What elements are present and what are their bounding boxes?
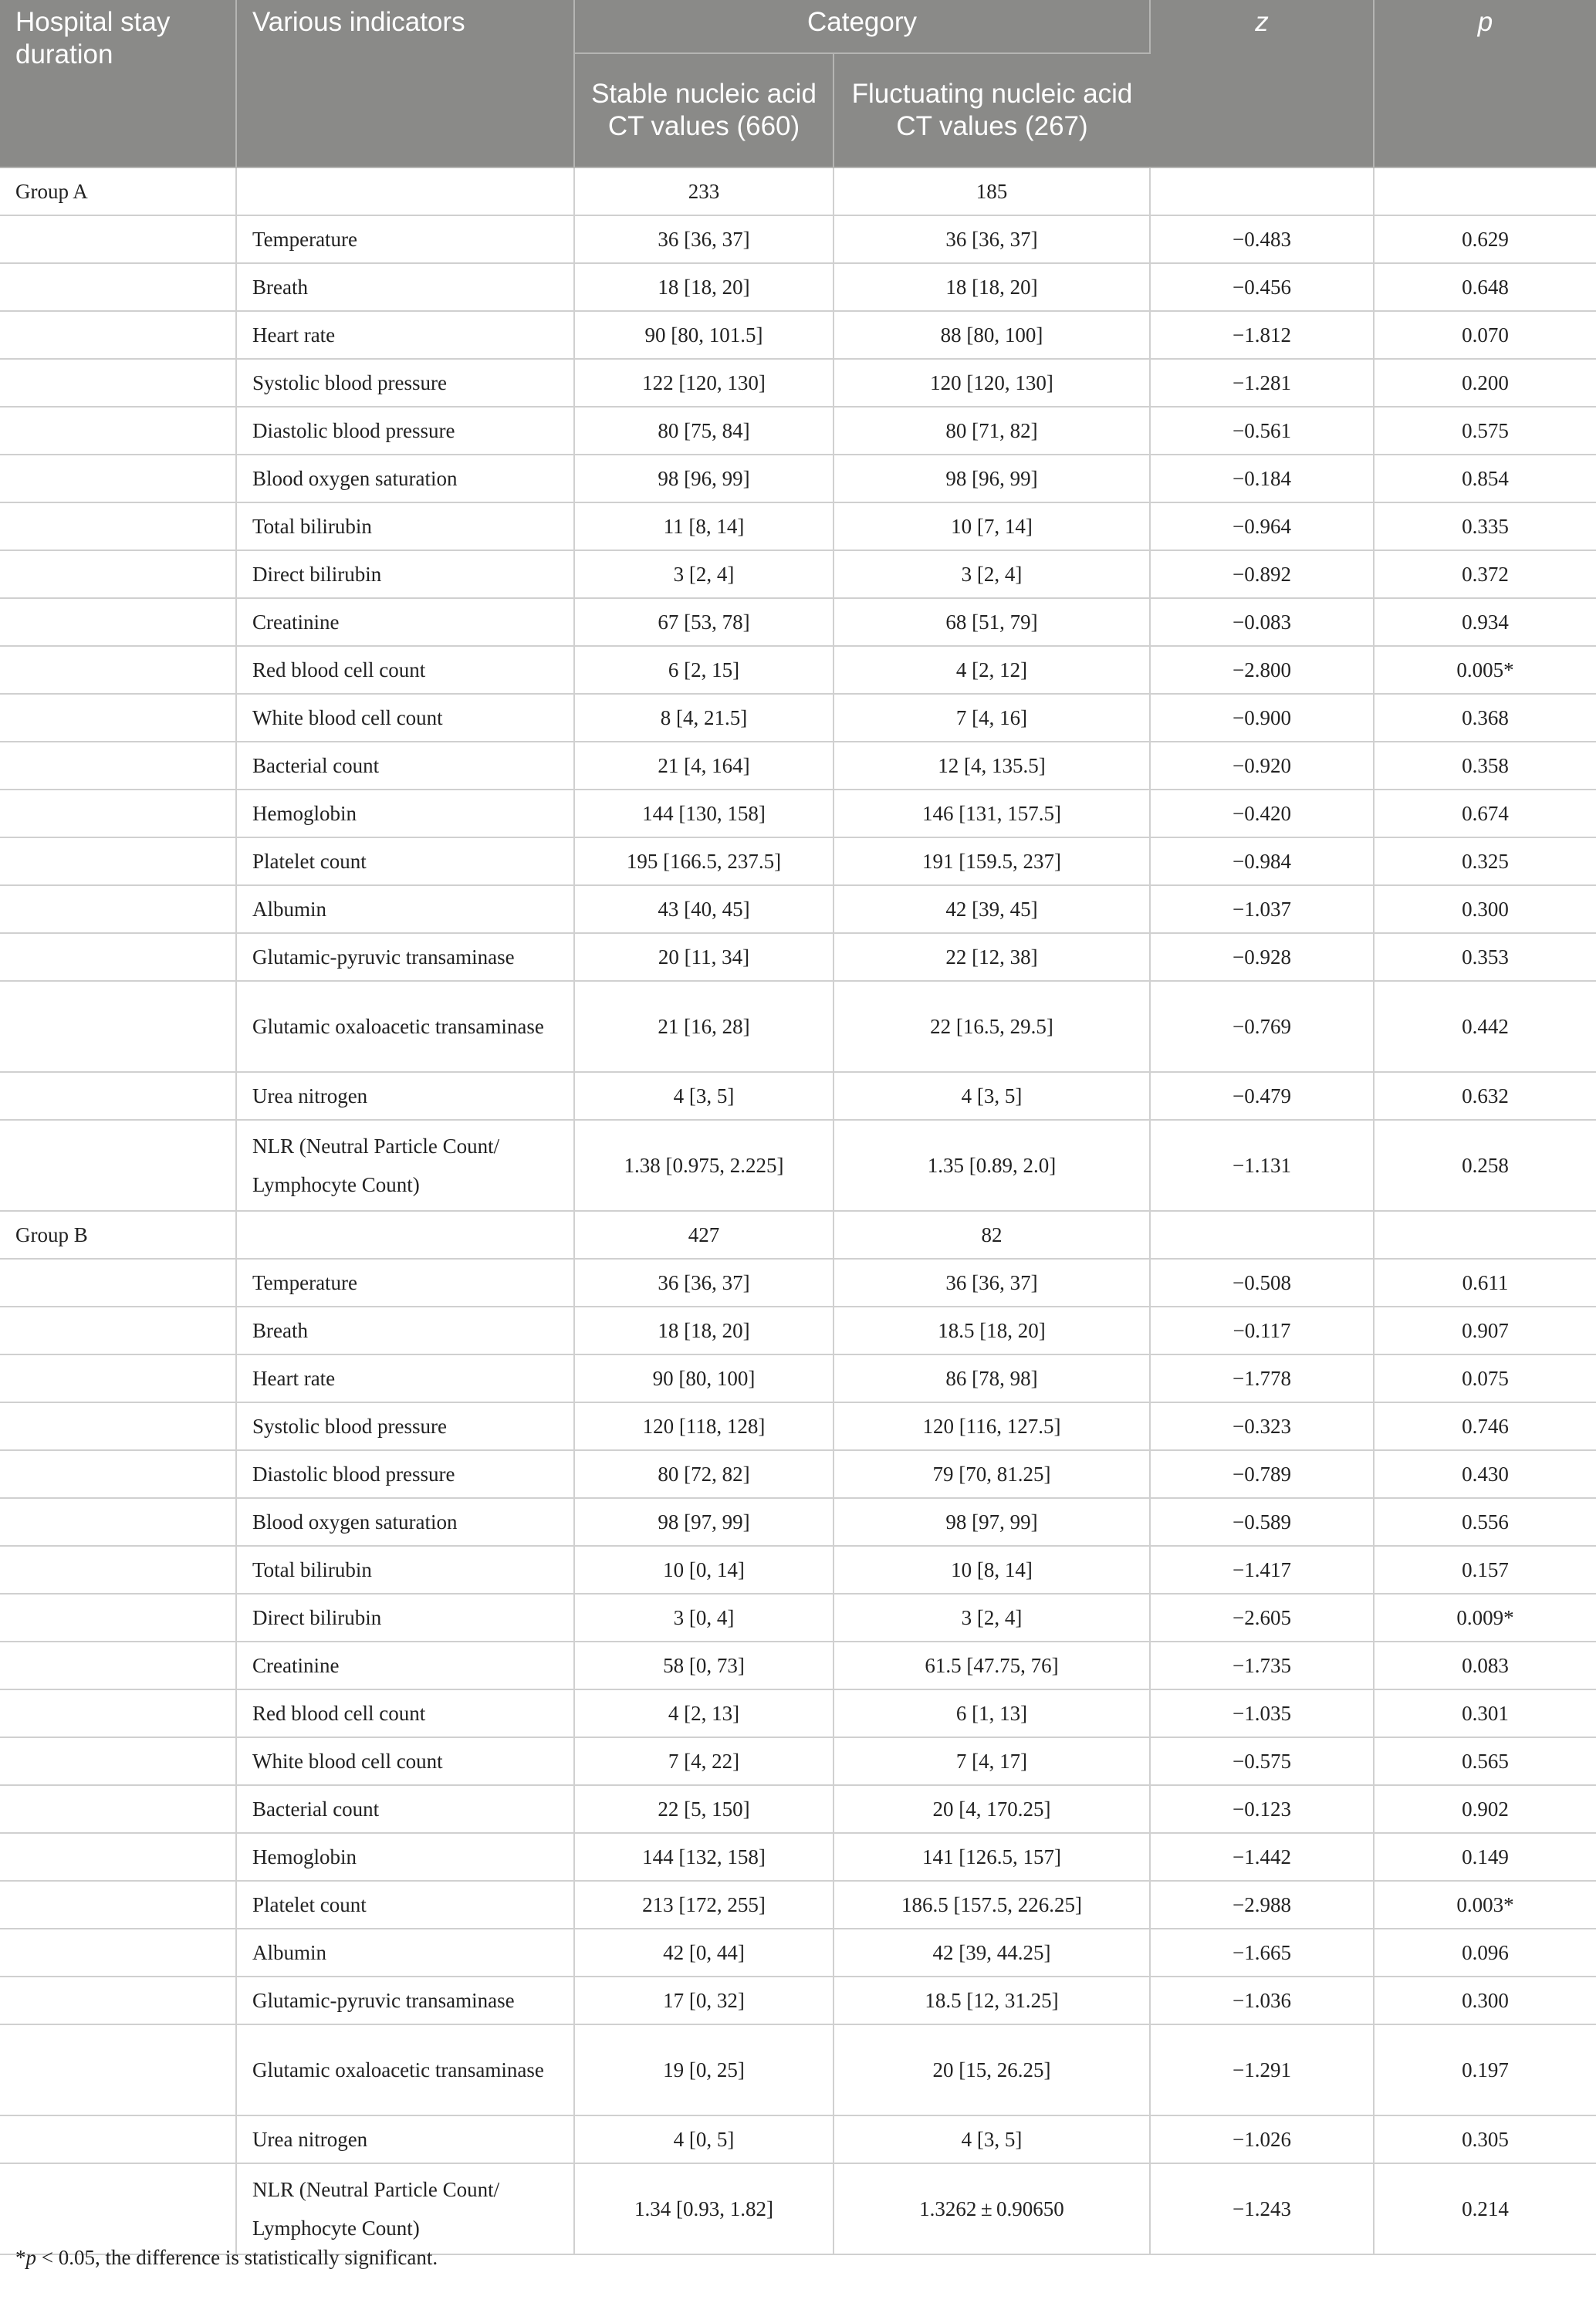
duration-empty xyxy=(0,1307,236,1354)
fluctuating-value: 10 [7, 14] xyxy=(834,502,1150,550)
p-value: 0.005* xyxy=(1374,646,1596,694)
stable-value: 17 [0, 32] xyxy=(574,1977,834,2024)
stable-value: 80 [75, 84] xyxy=(574,407,834,455)
duration-empty xyxy=(0,694,236,742)
p-value: 0.075 xyxy=(1374,1354,1596,1402)
indicator-name: Hemoglobin xyxy=(236,790,574,837)
stable-value: 3 [2, 4] xyxy=(574,550,834,598)
fluctuating-value: 86 [78, 98] xyxy=(834,1354,1150,1402)
table-row xyxy=(0,1737,1596,1785)
fluctuating-value: 20 [15, 26.25] xyxy=(834,2024,1150,2115)
duration-empty xyxy=(0,1546,236,1594)
indicator-name: Breath xyxy=(236,1307,574,1354)
fluctuating-value: 7 [4, 17] xyxy=(834,1737,1150,1785)
z-value: −1.243 xyxy=(1150,2163,1374,2254)
header-stable-ct: Stable nucleic acid CT values (660) xyxy=(574,53,834,167)
p-value: 0.907 xyxy=(1374,1307,1596,1354)
table-row xyxy=(0,790,1596,837)
p-value: 0.575 xyxy=(1374,407,1596,455)
fluctuating-value: 146 [131, 157.5] xyxy=(834,790,1150,837)
p-value: 0.335 xyxy=(1374,502,1596,550)
fluctuating-value: 4 [3, 5] xyxy=(834,2115,1150,2163)
table-row xyxy=(0,215,1596,263)
p-value: 0.368 xyxy=(1374,694,1596,742)
z-value: −0.561 xyxy=(1150,407,1374,455)
group-indicator-empty xyxy=(236,1211,574,1259)
indicator-name: Total bilirubin xyxy=(236,1546,574,1594)
z-value: −2.800 xyxy=(1150,646,1374,694)
p-value: 0.611 xyxy=(1374,1259,1596,1307)
p-value: 0.200 xyxy=(1374,359,1596,407)
indicator-name: Heart rate xyxy=(236,311,574,359)
indicator-name: NLR (Neutral Particle Count/ Lymphocyte Count) xyxy=(236,1120,574,1211)
p-value: 0.157 xyxy=(1374,1546,1596,1594)
indicator-name: Bacterial count xyxy=(236,1785,574,1833)
fluctuating-value: 4 [2, 12] xyxy=(834,646,1150,694)
header-z: z xyxy=(1150,0,1374,167)
duration-empty xyxy=(0,790,236,837)
table-row xyxy=(0,1642,1596,1689)
indicator-name: Heart rate xyxy=(236,1354,574,1402)
indicator-name: Red blood cell count xyxy=(236,646,574,694)
indicator-name: White blood cell count xyxy=(236,1737,574,1785)
group-fluctuating-count: 185 xyxy=(834,167,1150,215)
z-value: −0.789 xyxy=(1150,1450,1374,1498)
fluctuating-value: 18.5 [12, 31.25] xyxy=(834,1977,1150,2024)
group-row xyxy=(0,1211,1596,1259)
stable-value: 11 [8, 14] xyxy=(574,502,834,550)
fluctuating-value: 42 [39, 45] xyxy=(834,885,1150,933)
duration-empty xyxy=(0,981,236,1072)
p-value: 0.214 xyxy=(1374,2163,1596,2254)
table-row xyxy=(0,885,1596,933)
duration-empty xyxy=(0,455,236,502)
p-value: 0.632 xyxy=(1374,1072,1596,1120)
table-row xyxy=(0,646,1596,694)
table-row xyxy=(0,837,1596,885)
p-value: 0.197 xyxy=(1374,2024,1596,2115)
stable-value: 36 [36, 37] xyxy=(574,1259,834,1307)
z-value: −0.920 xyxy=(1150,742,1374,790)
stable-value: 98 [96, 99] xyxy=(574,455,834,502)
duration-empty xyxy=(0,1450,236,1498)
indicator-name: Breath xyxy=(236,263,574,311)
fluctuating-value: 20 [4, 170.25] xyxy=(834,1785,1150,1833)
duration-empty xyxy=(0,933,236,981)
z-value: −0.479 xyxy=(1150,1072,1374,1120)
duration-empty xyxy=(0,1402,236,1450)
group-stable-count: 233 xyxy=(574,167,834,215)
table-row xyxy=(0,359,1596,407)
p-value: 0.096 xyxy=(1374,1929,1596,1977)
indicator-name: Albumin xyxy=(236,885,574,933)
z-value: −0.984 xyxy=(1150,837,1374,885)
fluctuating-value: 120 [116, 127.5] xyxy=(834,1402,1150,1450)
duration-empty xyxy=(0,885,236,933)
table-row xyxy=(0,598,1596,646)
table-row xyxy=(0,1354,1596,1402)
z-value: −0.928 xyxy=(1150,933,1374,981)
table-row xyxy=(0,502,1596,550)
stable-value: 120 [118, 128] xyxy=(574,1402,834,1450)
duration-empty xyxy=(0,1354,236,1402)
fluctuating-value: 42 [39, 44.25] xyxy=(834,1929,1150,1977)
z-value: −1.735 xyxy=(1150,1642,1374,1689)
table-row xyxy=(0,2115,1596,2163)
stable-value: 213 [172, 255] xyxy=(574,1881,834,1929)
stable-value: 3 [0, 4] xyxy=(574,1594,834,1642)
p-value: 0.648 xyxy=(1374,263,1596,311)
fluctuating-value: 6 [1, 13] xyxy=(834,1689,1150,1737)
z-value: −1.291 xyxy=(1150,2024,1374,2115)
indicator-name: Platelet count xyxy=(236,837,574,885)
p-value: 0.083 xyxy=(1374,1642,1596,1689)
table-row xyxy=(0,1881,1596,1929)
fluctuating-value: 88 [80, 100] xyxy=(834,311,1150,359)
z-value: −0.184 xyxy=(1150,455,1374,502)
p-value: 0.358 xyxy=(1374,742,1596,790)
stable-value: 6 [2, 15] xyxy=(574,646,834,694)
duration-empty xyxy=(0,359,236,407)
table-row xyxy=(0,550,1596,598)
duration-empty xyxy=(0,2024,236,2115)
group-indicator-empty xyxy=(236,167,574,215)
indicator-name: Bacterial count xyxy=(236,742,574,790)
stable-value: 22 [5, 150] xyxy=(574,1785,834,1833)
indicator-name: Glutamic oxaloacetic transaminase xyxy=(236,981,574,1072)
p-value: 0.902 xyxy=(1374,1785,1596,1833)
header-fluctuating-ct: Fluctuating nucleic acid CT values (267) xyxy=(834,53,1150,167)
fluctuating-value: 68 [51, 79] xyxy=(834,598,1150,646)
stable-value: 21 [16, 28] xyxy=(574,981,834,1072)
z-value: −0.323 xyxy=(1150,1402,1374,1450)
p-value: 0.301 xyxy=(1374,1689,1596,1737)
fluctuating-value: 1.3262 ± 0.90650 xyxy=(834,2163,1150,2254)
fluctuating-value: 7 [4, 16] xyxy=(834,694,1150,742)
fluctuating-value: 3 [2, 4] xyxy=(834,1594,1150,1642)
indicator-name: Blood oxygen saturation xyxy=(236,455,574,502)
z-value: −0.508 xyxy=(1150,1259,1374,1307)
fluctuating-value: 18.5 [18, 20] xyxy=(834,1307,1150,1354)
group-stable-count: 427 xyxy=(574,1211,834,1259)
p-value: 0.746 xyxy=(1374,1402,1596,1450)
z-value: −0.769 xyxy=(1150,981,1374,1072)
table-row xyxy=(0,2163,1596,2254)
duration-empty xyxy=(0,1594,236,1642)
fluctuating-value: 22 [12, 38] xyxy=(834,933,1150,981)
fluctuating-value: 79 [70, 81.25] xyxy=(834,1450,1150,1498)
stable-value: 43 [40, 45] xyxy=(574,885,834,933)
p-value: 0.674 xyxy=(1374,790,1596,837)
p-value: 0.854 xyxy=(1374,455,1596,502)
duration-empty xyxy=(0,1120,236,1211)
header-category: Category xyxy=(574,0,1150,53)
stable-value: 67 [53, 78] xyxy=(574,598,834,646)
duration-empty xyxy=(0,1785,236,1833)
stable-value: 4 [3, 5] xyxy=(574,1072,834,1120)
z-value: −0.483 xyxy=(1150,215,1374,263)
stable-value: 36 [36, 37] xyxy=(574,215,834,263)
duration-empty xyxy=(0,1072,236,1120)
indicator-name: Diastolic blood pressure xyxy=(236,1450,574,1498)
duration-empty xyxy=(0,1737,236,1785)
stable-value: 98 [97, 99] xyxy=(574,1498,834,1546)
z-value: −0.123 xyxy=(1150,1785,1374,1833)
table-row xyxy=(0,1785,1596,1833)
fluctuating-value: 98 [97, 99] xyxy=(834,1498,1150,1546)
duration-empty xyxy=(0,311,236,359)
indicator-name: White blood cell count xyxy=(236,694,574,742)
z-value: −0.892 xyxy=(1150,550,1374,598)
duration-empty xyxy=(0,646,236,694)
fluctuating-value: 120 [120, 130] xyxy=(834,359,1150,407)
p-value: 0.934 xyxy=(1374,598,1596,646)
p-value: 0.565 xyxy=(1374,1737,1596,1785)
duration-empty xyxy=(0,598,236,646)
duration-empty xyxy=(0,550,236,598)
fluctuating-value: 10 [8, 14] xyxy=(834,1546,1150,1594)
table-row xyxy=(0,1498,1596,1546)
indicator-name: Glutamic-pyruvic transaminase xyxy=(236,933,574,981)
z-value: −0.964 xyxy=(1150,502,1374,550)
fluctuating-value: 98 [96, 99] xyxy=(834,455,1150,502)
fluctuating-value: 22 [16.5, 29.5] xyxy=(834,981,1150,1072)
indicator-name: Systolic blood pressure xyxy=(236,1402,574,1450)
stable-value: 144 [132, 158] xyxy=(574,1833,834,1881)
indicator-name: Glutamic oxaloacetic transaminase xyxy=(236,2024,574,2115)
table-row xyxy=(0,1977,1596,2024)
indicator-name: Glutamic-pyruvic transaminase xyxy=(236,1977,574,2024)
fluctuating-value: 12 [4, 135.5] xyxy=(834,742,1150,790)
table-row xyxy=(0,1833,1596,1881)
group-fluctuating-count: 82 xyxy=(834,1211,1150,1259)
z-value: −1.665 xyxy=(1150,1929,1374,1977)
table-row xyxy=(0,1120,1596,1211)
duration-empty xyxy=(0,407,236,455)
table-row xyxy=(0,407,1596,455)
stable-value: 20 [11, 34] xyxy=(574,933,834,981)
z-value: −1.417 xyxy=(1150,1546,1374,1594)
z-value: −1.812 xyxy=(1150,311,1374,359)
z-value: −0.420 xyxy=(1150,790,1374,837)
table-row xyxy=(0,981,1596,1072)
table-row xyxy=(0,1594,1596,1642)
table-row xyxy=(0,933,1596,981)
z-value: −1.035 xyxy=(1150,1689,1374,1737)
indicator-name: Temperature xyxy=(236,215,574,263)
stable-value: 4 [2, 13] xyxy=(574,1689,834,1737)
fluctuating-value: 191 [159.5, 237] xyxy=(834,837,1150,885)
z-value: −1.131 xyxy=(1150,1120,1374,1211)
p-value: 0.372 xyxy=(1374,550,1596,598)
duration-empty xyxy=(0,1689,236,1737)
footnote xyxy=(15,2246,438,2270)
indicator-name: Direct bilirubin xyxy=(236,1594,574,1642)
p-value: 0.629 xyxy=(1374,215,1596,263)
stable-value: 122 [120, 130] xyxy=(574,359,834,407)
group-row xyxy=(0,167,1596,215)
table-row xyxy=(0,1259,1596,1307)
stable-value: 8 [4, 21.5] xyxy=(574,694,834,742)
stable-value: 1.34 [0.93, 1.82] xyxy=(574,2163,834,2254)
duration-empty xyxy=(0,1977,236,2024)
group-label: Group A xyxy=(0,167,236,215)
table-row xyxy=(0,1689,1596,1737)
stable-value: 90 [80, 101.5] xyxy=(574,311,834,359)
p-value: 0.442 xyxy=(1374,981,1596,1072)
duration-empty xyxy=(0,2115,236,2163)
indicator-name: Urea nitrogen xyxy=(236,1072,574,1120)
stable-value: 19 [0, 25] xyxy=(574,2024,834,2115)
stable-value: 144 [130, 158] xyxy=(574,790,834,837)
indicator-name: Red blood cell count xyxy=(236,1689,574,1737)
p-value: 0.009* xyxy=(1374,1594,1596,1642)
duration-empty xyxy=(0,742,236,790)
indicator-name: Systolic blood pressure xyxy=(236,359,574,407)
stable-value: 1.38 [0.975, 2.225] xyxy=(574,1120,834,1211)
table-row xyxy=(0,694,1596,742)
stable-value: 10 [0, 14] xyxy=(574,1546,834,1594)
z-value: −0.456 xyxy=(1150,263,1374,311)
indicator-name: Urea nitrogen xyxy=(236,2115,574,2163)
indicator-name: Platelet count xyxy=(236,1881,574,1929)
p-value: 0.430 xyxy=(1374,1450,1596,1498)
indicator-name: Creatinine xyxy=(236,1642,574,1689)
duration-empty xyxy=(0,1498,236,1546)
table-row xyxy=(0,1072,1596,1120)
z-value: −1.036 xyxy=(1150,1977,1374,2024)
stable-value: 18 [18, 20] xyxy=(574,1307,834,1354)
fluctuating-value: 1.35 [0.89, 2.0] xyxy=(834,1120,1150,1211)
group-p-empty xyxy=(1374,1211,1596,1259)
indicator-name: Diastolic blood pressure xyxy=(236,407,574,455)
group-z-empty xyxy=(1150,167,1374,215)
stable-value: 195 [166.5, 237.5] xyxy=(574,837,834,885)
duration-empty xyxy=(0,2163,236,2254)
p-value: 0.556 xyxy=(1374,1498,1596,1546)
stable-value: 80 [72, 82] xyxy=(574,1450,834,1498)
fluctuating-value: 4 [3, 5] xyxy=(834,1072,1150,1120)
fluctuating-value: 36 [36, 37] xyxy=(834,1259,1150,1307)
table-row xyxy=(0,1929,1596,1977)
footnote-mark: * xyxy=(15,2246,26,2269)
duration-empty xyxy=(0,215,236,263)
z-value: −0.083 xyxy=(1150,598,1374,646)
fluctuating-value: 186.5 [157.5, 226.25] xyxy=(834,1881,1150,1929)
table-row xyxy=(0,311,1596,359)
p-value: 0.003* xyxy=(1374,1881,1596,1929)
fluctuating-value: 80 [71, 82] xyxy=(834,407,1150,455)
fluctuating-value: 61.5 [47.75, 76] xyxy=(834,1642,1150,1689)
table-row xyxy=(0,455,1596,502)
table-row xyxy=(0,1546,1596,1594)
fluctuating-value: 36 [36, 37] xyxy=(834,215,1150,263)
table-row xyxy=(0,1402,1596,1450)
z-value: −2.605 xyxy=(1150,1594,1374,1642)
stable-value: 58 [0, 73] xyxy=(574,1642,834,1689)
indicator-name: Albumin xyxy=(236,1929,574,1977)
z-value: −0.589 xyxy=(1150,1498,1374,1546)
table-row xyxy=(0,1307,1596,1354)
indicator-name: Hemoglobin xyxy=(236,1833,574,1881)
p-value: 0.258 xyxy=(1374,1120,1596,1211)
stable-value: 7 [4, 22] xyxy=(574,1737,834,1785)
p-value: 0.070 xyxy=(1374,311,1596,359)
indicator-name: NLR (Neutral Particle Count/ Lymphocyte Count) xyxy=(236,2163,574,2254)
table-row xyxy=(0,263,1596,311)
duration-empty xyxy=(0,1929,236,1977)
p-value: 0.305 xyxy=(1374,2115,1596,2163)
group-label: Group B xyxy=(0,1211,236,1259)
z-value: −1.778 xyxy=(1150,1354,1374,1402)
table-row xyxy=(0,742,1596,790)
indicator-name: Temperature xyxy=(236,1259,574,1307)
stable-value: 18 [18, 20] xyxy=(574,263,834,311)
header-hospital-stay-duration: Hospital stay duration xyxy=(0,0,236,167)
p-value: 0.353 xyxy=(1374,933,1596,981)
fluctuating-value: 3 [2, 4] xyxy=(834,550,1150,598)
stable-value: 21 [4, 164] xyxy=(574,742,834,790)
z-value: −2.988 xyxy=(1150,1881,1374,1929)
duration-empty xyxy=(0,502,236,550)
header-various-indicators: Various indicators xyxy=(236,0,574,167)
duration-empty xyxy=(0,1259,236,1307)
z-value: −1.037 xyxy=(1150,885,1374,933)
duration-empty xyxy=(0,263,236,311)
p-value: 0.325 xyxy=(1374,837,1596,885)
indicator-name: Blood oxygen saturation xyxy=(236,1498,574,1546)
indicator-name: Direct bilirubin xyxy=(236,550,574,598)
indicator-name: Creatinine xyxy=(236,598,574,646)
table-body xyxy=(0,167,1596,2254)
p-value: 0.149 xyxy=(1374,1833,1596,1881)
z-value: −1.026 xyxy=(1150,2115,1374,2163)
group-z-empty xyxy=(1150,1211,1374,1259)
header-p: p xyxy=(1374,0,1596,167)
duration-empty xyxy=(0,1642,236,1689)
footnote-text: < 0.05, the difference is statistically significant. xyxy=(36,2246,438,2269)
duration-empty xyxy=(0,1881,236,1929)
table-row xyxy=(0,1450,1596,1498)
stable-value: 4 [0, 5] xyxy=(574,2115,834,2163)
z-value: −1.281 xyxy=(1150,359,1374,407)
footnote-p: p xyxy=(25,2246,36,2269)
stable-value: 90 [80, 100] xyxy=(574,1354,834,1402)
table-row xyxy=(0,2024,1596,2115)
p-value: 0.300 xyxy=(1374,1977,1596,2024)
fluctuating-value: 18 [18, 20] xyxy=(834,263,1150,311)
indicator-name: Total bilirubin xyxy=(236,502,574,550)
z-value: −0.575 xyxy=(1150,1737,1374,1785)
duration-empty xyxy=(0,837,236,885)
group-p-empty xyxy=(1374,167,1596,215)
fluctuating-value: 141 [126.5, 157] xyxy=(834,1833,1150,1881)
z-value: −0.900 xyxy=(1150,694,1374,742)
z-value: −1.442 xyxy=(1150,1833,1374,1881)
z-value: −0.117 xyxy=(1150,1307,1374,1354)
table-header xyxy=(0,0,1596,167)
p-value: 0.300 xyxy=(1374,885,1596,933)
stable-value: 42 [0, 44] xyxy=(574,1929,834,1977)
duration-empty xyxy=(0,1833,236,1881)
